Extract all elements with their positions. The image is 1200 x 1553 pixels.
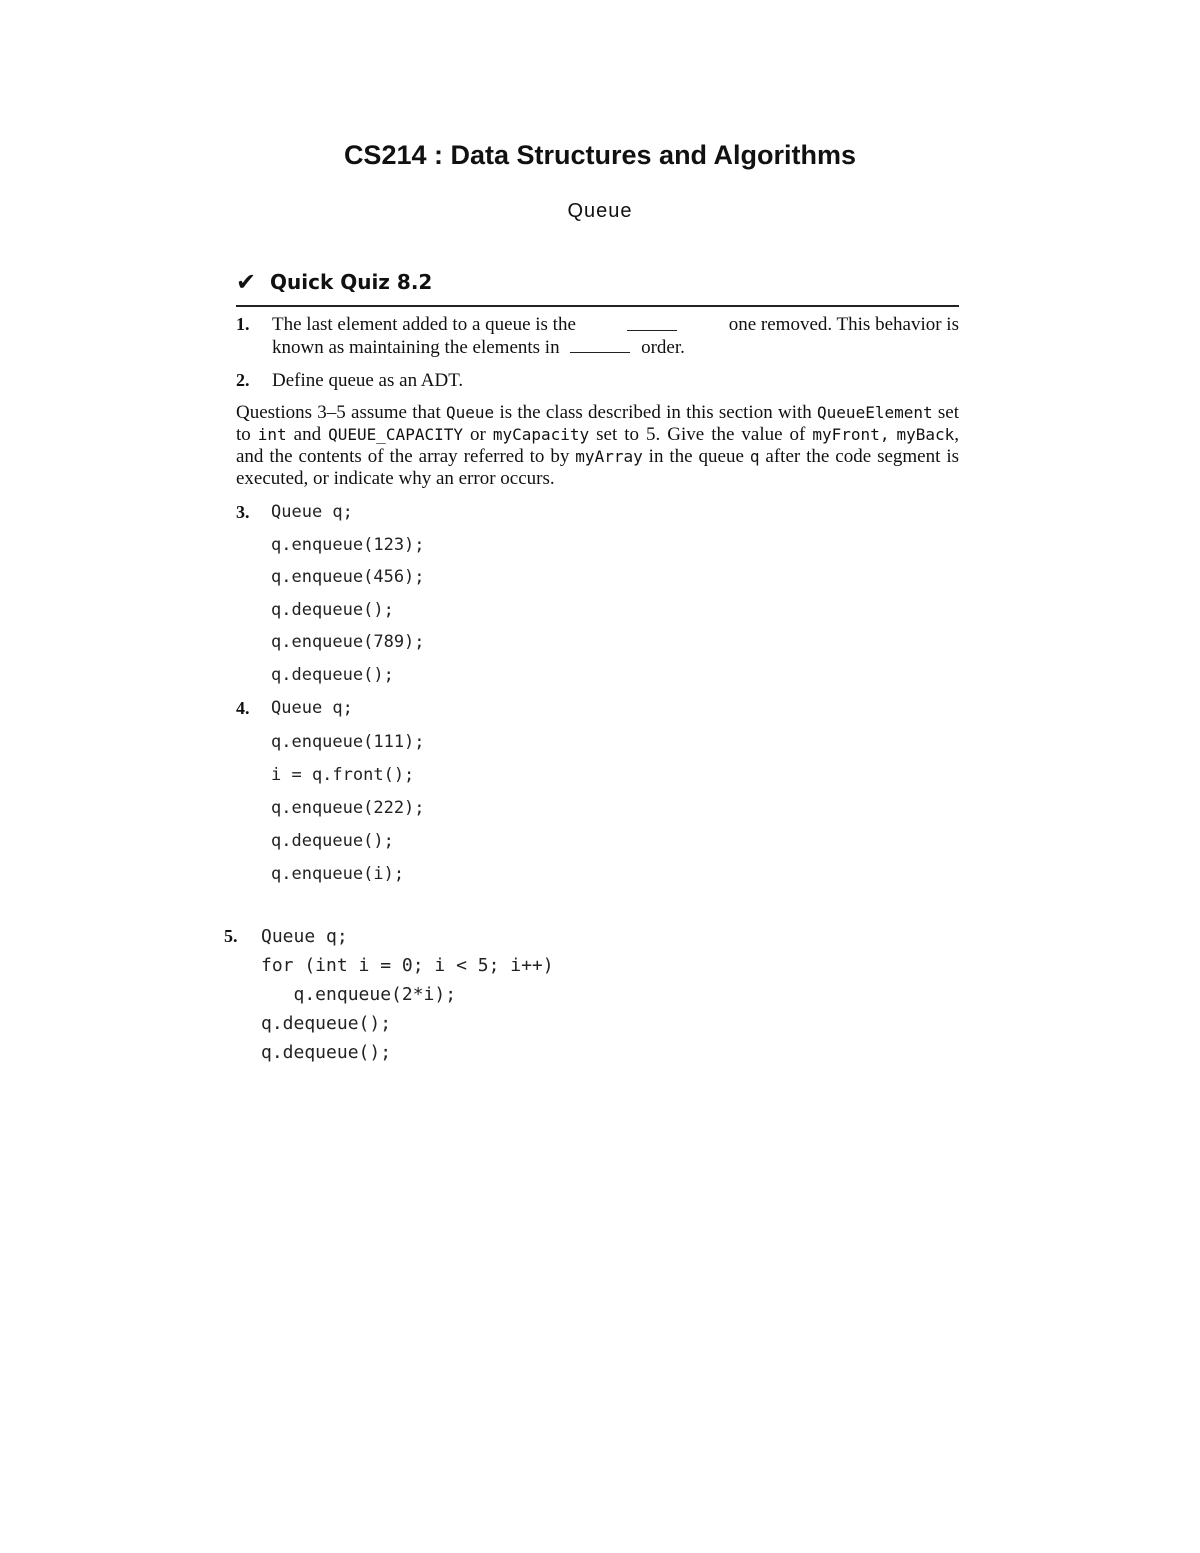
intro-code: myBack: [896, 425, 955, 444]
question-5-code-line: q.dequeue();: [261, 1042, 392, 1063]
question-3-code-line: Queue q;: [271, 502, 353, 522]
intro-code: Queue: [446, 403, 495, 422]
quiz-heading: [236, 268, 432, 296]
question-3-code-line: q.dequeue();: [271, 665, 394, 685]
answer-blank-2: [570, 336, 630, 353]
intro-text: set to: [236, 402, 959, 445]
intro-text: after the code segment is executed, or indicate why an error occurs.: [236, 446, 959, 489]
question-1-text: [272, 314, 959, 359]
question-4-number: 4.: [236, 698, 250, 718]
question-1-text-c: known as maintaining the elements in: [272, 337, 560, 358]
quiz-title: Quick Quiz 8.2: [270, 270, 433, 294]
intro-text: is the class described in this section with: [494, 402, 818, 423]
question-4-code-line: q.enqueue(222);: [271, 798, 425, 818]
intro-code: QueueElement: [817, 403, 933, 422]
intro-text: Questions 3–5 assume that: [236, 402, 446, 423]
question-5-code-line: q.dequeue();: [261, 1013, 392, 1034]
question-3-code-line: q.enqueue(456);: [271, 567, 425, 587]
checkmark-icon: ✔: [236, 268, 257, 296]
question-2-text: Define queue as an ADT.: [272, 370, 464, 391]
question-4-code-line: q.enqueue(i);: [271, 864, 405, 884]
intro-code: myCapacity: [492, 425, 590, 444]
question-4-code-line: q.dequeue();: [271, 831, 394, 851]
question-3-code-line: q.enqueue(789);: [271, 632, 425, 652]
intro-text: set to 5. Give the value of: [589, 424, 813, 445]
question-3-code-line: q.dequeue();: [271, 600, 394, 620]
question-5-code-line: Queue q;: [261, 926, 348, 947]
intro-text: in the queue: [642, 446, 750, 467]
intro-text: or: [462, 424, 493, 445]
intro-text: and: [286, 424, 329, 445]
heading-rule: [236, 305, 959, 307]
question-4-code-line: Queue q;: [271, 698, 353, 718]
question-5-code-line: for (int i = 0; i < 5; i++): [261, 955, 554, 976]
question-1-text-b: one removed. This behavior is: [728, 314, 959, 335]
page-title: CS214 : Data Structures and Algorithms: [343, 140, 857, 170]
intro-code: QUEUE_CAPACITY: [328, 425, 463, 444]
intro-text: , and the contents of the array referred to by: [236, 424, 959, 467]
question-5-code-line: q.enqueue(2*i);: [261, 984, 457, 1005]
question-1-text-d: order.: [641, 337, 685, 358]
answer-blank-1: [627, 314, 677, 331]
intro-code: myArray: [575, 447, 643, 466]
question-2-number: 2.: [236, 370, 250, 390]
questions-intro: [236, 402, 959, 490]
intro-code: q: [749, 447, 760, 466]
question-1-text-a: The last element added to a queue is the: [272, 314, 576, 335]
question-3-code-line: q.enqueue(123);: [271, 535, 425, 555]
question-4-code-line: i = q.front();: [271, 765, 415, 785]
intro-code: int: [257, 425, 287, 444]
page-subtitle: Queue: [567, 200, 633, 222]
question-1-line-1: [272, 314, 959, 336]
question-1-number: 1.: [236, 314, 250, 334]
intro-code: myFront,: [812, 425, 890, 444]
question-5-number: 5.: [224, 926, 238, 946]
question-1-line-2: [272, 336, 959, 359]
question-3-number: 3.: [236, 502, 250, 522]
question-4-code-line: q.enqueue(111);: [271, 732, 425, 752]
